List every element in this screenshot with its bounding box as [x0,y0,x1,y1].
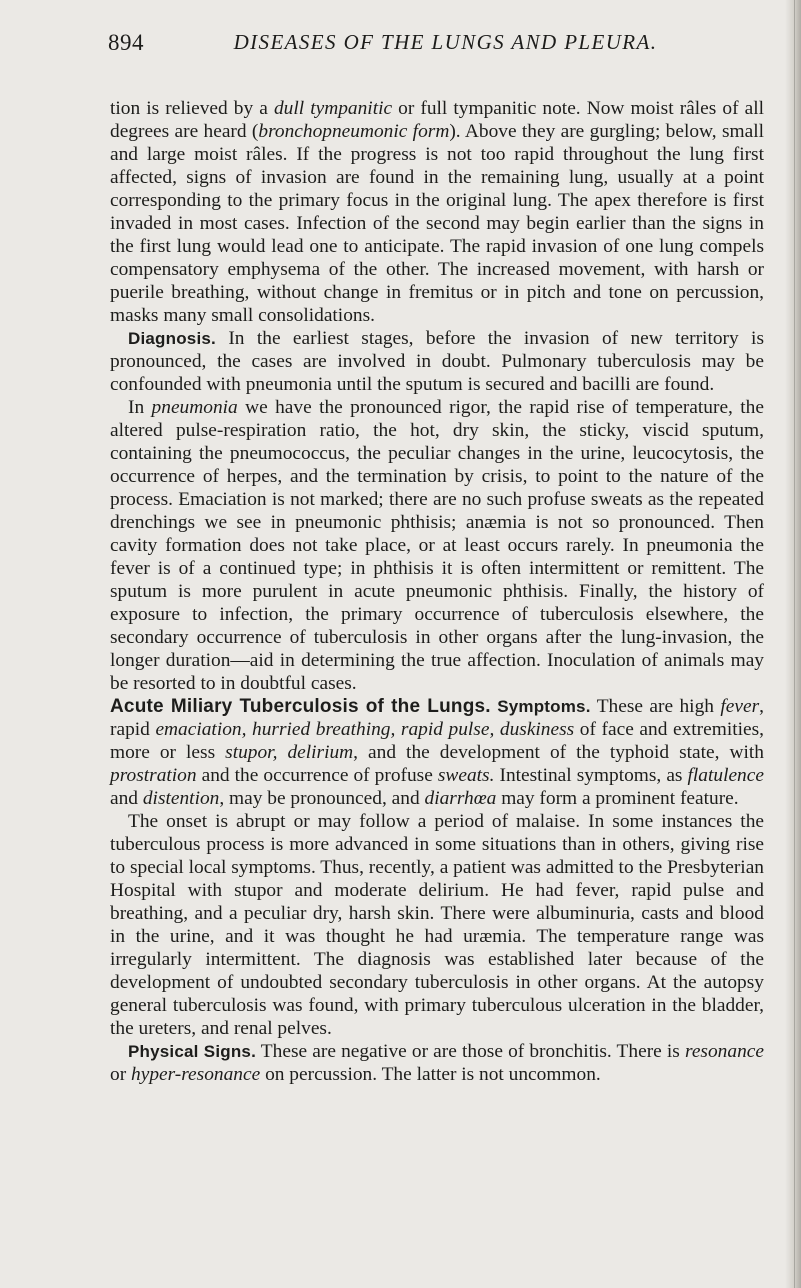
paragraph-p3 [110,396,764,695]
italic-term: resonance [685,1041,764,1062]
italic-term: diarrhœa [424,788,497,809]
italic-term: hyper-resonance [131,1064,261,1085]
section-heading: Diagnosis. [128,329,216,348]
running-head: DISEASES OF THE LUNGS AND PLEURA. [233,30,658,54]
text-run: or [110,1064,132,1085]
italic-term: sweats. [437,765,495,786]
italic-term: stupor, delirium [225,742,354,763]
italic-term: emaciation, hurried breathing, rapid pulse, duskiness [155,719,575,740]
text-run: These are negative or are those of bronchitis. There is [256,1041,685,1062]
text-run: , and the development of the typhoid state, with [353,742,764,763]
text-run: tion is relieved by a [110,98,274,119]
text-run: on percussion. The latter is not uncommon. [260,1064,601,1085]
body-text [110,97,764,1086]
text-run: These are high [590,696,721,717]
section-heading: Symptoms. [497,697,591,716]
italic-term: fever [720,696,760,717]
section-heading: Physical Signs. [128,1042,257,1061]
section-title: Acute Miliary Tuberculosis of the Lungs. [110,696,491,717]
italic-term: prostration [110,765,197,786]
text-run: In [128,397,152,418]
italic-term: dull tympanitic [273,98,393,119]
page-header [108,30,763,60]
text-run: and [110,788,143,809]
page-edge-shadow [785,0,801,1288]
text-run: or full tympanitic note. Now moist râles of all degrees are heard ( [110,98,765,142]
paragraph-p6 [110,1040,764,1086]
text-run: may form a prominent feature. [496,788,739,809]
paragraph-p4 [110,695,764,810]
paragraph-p1 [110,97,764,327]
text-run: , rapid [110,696,765,740]
italic-term: flatulence [687,765,764,786]
text-run: Intestinal symptoms, as [494,765,688,786]
text-run: we have the pronounced rigor, the rapid rise of temperature, the altered pulse-respiration ratio, the hot, dry skin, the sticky, viscid sputum, containing the pneumococcus, the peculiar changes in the urine, leucocytosis, the occurrence of herpes, and the termination by crisis, to point to the nature of the process. Emaciation is not marked; there are no such profuse sweats as the repeated drenchings we see in pneumonic phthisis; anæmia is not so pronounced. Then cavity formation does not take place, or at least occurs rarely. In pneumonia the fever is of a continued type; in phthisis it is often intermittent or remittent. The sputum is more purulent in acute pneumonic phthisis. Finally, the history of exposure to infection, the primary occurrence of tuberculosis elsewhere, the secondary occurrence of tuberculosis in other organs after the lung-invasion, the longer duration—aid in determining the true affection. Inoculation of animals may be resorted to in doubtful cases. [110,397,764,694]
text-run: of face and extremities, more or less [110,719,764,763]
italic-term: pneumonia [151,397,238,418]
text-run: In the earliest stages, before the invasion of new territory is pronounced, the cases are involved in doubt. Pulmonary tuberculosis may be confounded with pneumonia until the sputum is secured and bacilli are found. [110,328,764,395]
paragraph-p5 [110,810,764,1040]
text-run: , may be pronounced, and [219,788,425,809]
text-run: and the occurrence of profuse [196,765,438,786]
paragraph-p2 [110,327,764,396]
text-run: ). Above they are gurgling; below, small and large moist râles. If the progress is not too rapid throughout the lung first affected, signs of invasion are found in the remaining lung, usually at a point corresponding to the primary focus in the original lung. The apex therefore is first invaded in most cases. Infection of the second may begin earlier than the signs in the first lung would lead one to anticipate. The rapid invasion of one lung compels compensatory emphysema of the other. The increased movement, with harsh or puerile breathing, without change in fremitus or in pitch and tone on percussion, masks many small consolidations. [110,121,764,326]
text-run: The onset is abrupt or may follow a period of malaise. In some instances the tuberculous process is more advanced in some situations than in others, giving rise to special local symptoms. Thus, recently, a patient was admitted to the Presbyterian Hospital with stupor and moderate delirium. He had fever, rapid pulse and breathing, and a peculiar dry, harsh skin. There were albuminuria, casts and blood in the urine, and it was thought he had uræmia. The temperature range was irregularly intermittent. The diagnosis was established later because of the development of undoubted secondary tuberculosis in other organs. At the autopsy general tuberculosis was found, with primary tuberculous ulceration in the bladder, the ureters, and renal pelves. [110,811,764,1039]
italic-term: bronchopneumonic form [258,121,450,142]
italic-term: distention [142,788,220,809]
page-number: 894 [108,30,144,55]
page-edge-line [794,0,795,1288]
